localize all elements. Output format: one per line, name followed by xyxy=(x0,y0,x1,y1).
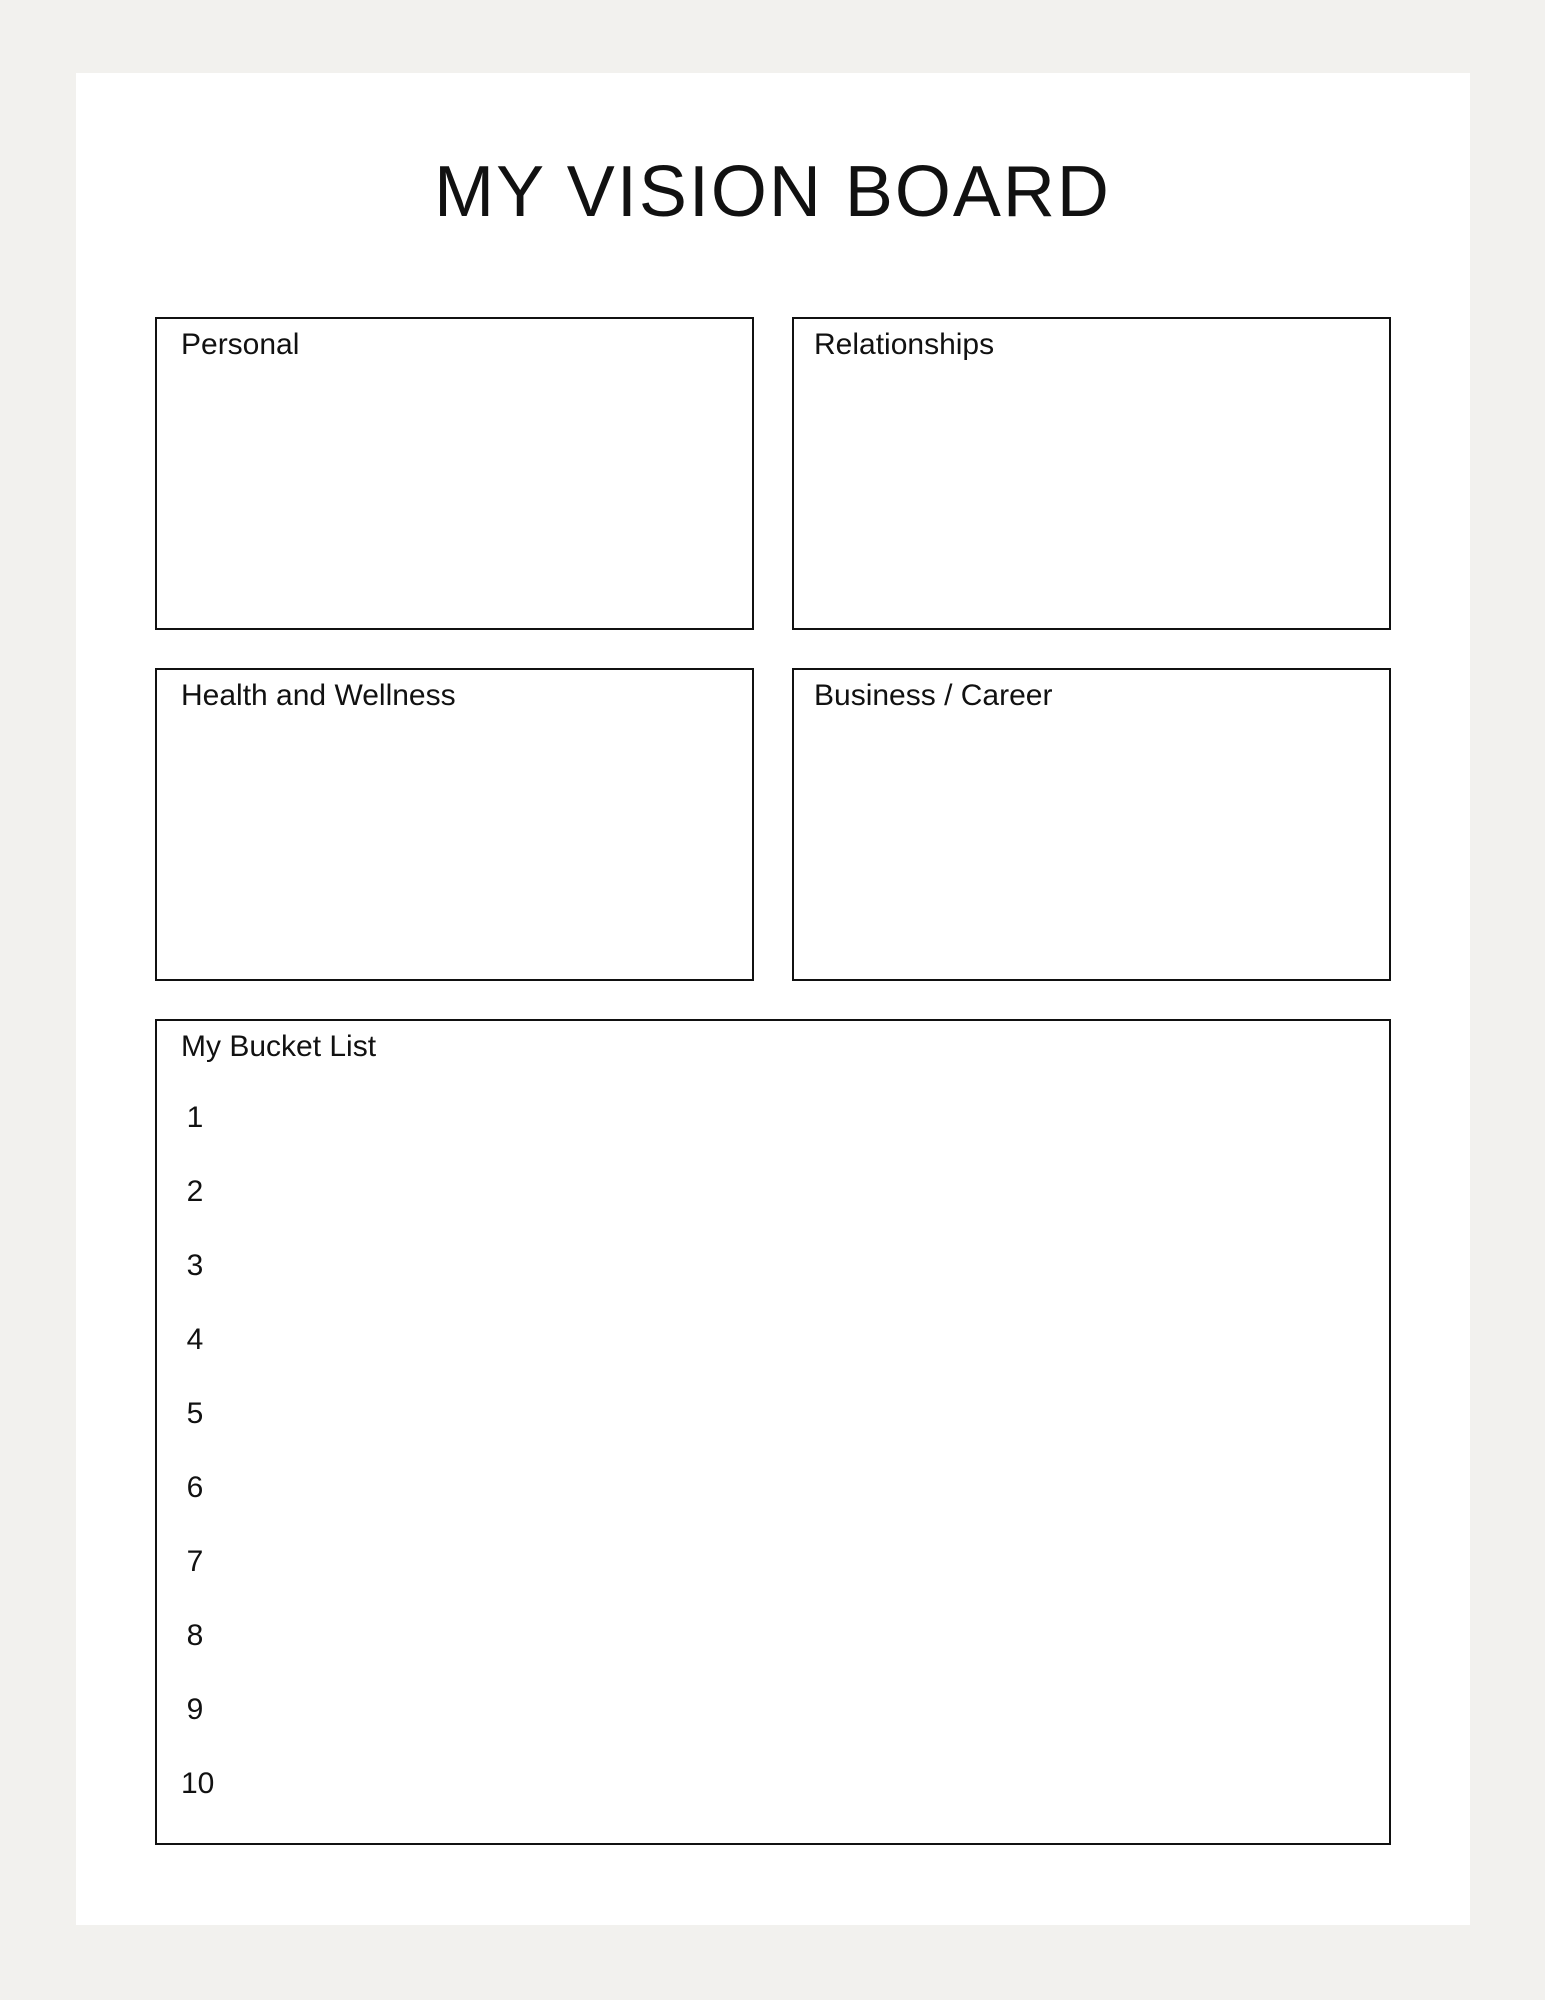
bucket-list-item[interactable] xyxy=(181,1175,214,1249)
bucket-item-number: 3 xyxy=(186,1249,204,1282)
bucket-list-item[interactable] xyxy=(181,1693,214,1767)
bucket-item-number: 10 xyxy=(181,1767,215,1800)
bucket-item-number: 6 xyxy=(186,1471,204,1504)
section-bucket-list xyxy=(155,1019,1391,1845)
bucket-list-item[interactable] xyxy=(181,1101,214,1175)
bucket-list-item[interactable] xyxy=(181,1619,214,1693)
section-personal[interactable] xyxy=(155,317,754,630)
bucket-list-label: My Bucket List xyxy=(181,1030,377,1063)
bucket-item-number: 2 xyxy=(186,1175,204,1208)
bucket-item-number: 1 xyxy=(186,1101,204,1134)
bucket-item-number: 4 xyxy=(186,1323,204,1356)
section-business-career[interactable] xyxy=(792,668,1391,981)
bucket-item-number: 5 xyxy=(186,1397,204,1430)
bucket-list-item[interactable] xyxy=(181,1767,214,1841)
bucket-item-number: 8 xyxy=(186,1619,204,1652)
bucket-item-number: 7 xyxy=(186,1545,204,1578)
bucket-list-item[interactable] xyxy=(181,1323,214,1397)
bucket-list-items xyxy=(181,1101,214,1841)
bucket-list-item[interactable] xyxy=(181,1249,214,1323)
bucket-list-item[interactable] xyxy=(181,1397,214,1471)
section-personal-label: Personal xyxy=(181,328,300,361)
section-relationships-label: Relationships xyxy=(814,328,995,361)
page-title: MY VISION BOARD xyxy=(434,152,1111,232)
section-relationships[interactable] xyxy=(792,317,1391,630)
section-health-label: Health and Wellness xyxy=(181,679,456,712)
bucket-list-item[interactable] xyxy=(181,1471,214,1545)
section-health-and-wellness[interactable] xyxy=(155,668,754,981)
bucket-list-item[interactable] xyxy=(181,1545,214,1619)
bucket-item-number: 9 xyxy=(186,1693,204,1726)
section-business-label: Business / Career xyxy=(814,679,1053,712)
